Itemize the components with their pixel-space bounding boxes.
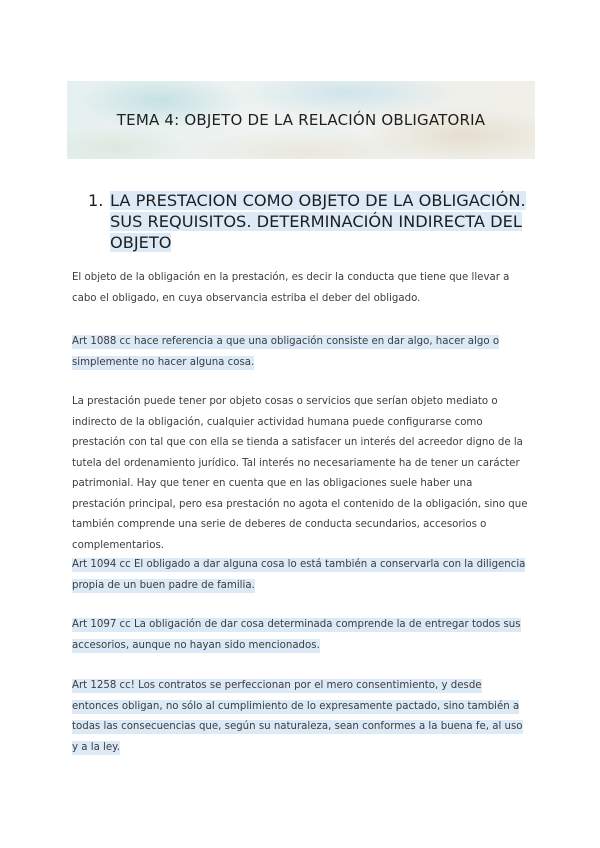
paragraph-art-1088-text: Art 1088 cc hace referencia a que una obligación consiste en dar algo, hacer algo o simplemente no hacer alguna cosa.	[72, 336, 500, 368]
paragraph-art-1097-text: Art 1097 cc La obligación de dar cosa determinada comprende la de entregar todos sus accesorios, aunque no hayan sido mencionados.	[72, 619, 521, 651]
paragraph-prestacion-text: La prestación puede tener por objeto cosas o servicios que serían objeto mediato o indirecto de la obligación, cualquier actividad humana puede configurarse como prestación con tal que con ella se tienda a satisfacer un interés del acreedor digno de la tutela del ordenamiento jurídico. Tal interés no necesariamente ha de tener un carácter patrimonial. Hay que tener en cuenta que en las obligaciones suele haber una prestación principal, pero esa prestación no agota el contenido de la obligación, sino que también comprende una serie de deberes de conducta secundarios, accesorios o complementarios.	[72, 396, 528, 551]
paragraph-definition	[72, 268, 528, 309]
section-number: 1.	[88, 191, 104, 210]
paragraph-art-1088	[72, 332, 528, 373]
paragraph-art-1258	[72, 676, 528, 758]
section-heading	[88, 190, 528, 253]
paragraph-prestacion	[72, 392, 528, 556]
paragraph-art-1094-text: Art 1094 cc El obligado a dar alguna cosa lo está también a conservarla con la diligencia propia de un buen padre de familia.	[72, 559, 526, 591]
paragraph-definition-text: El objeto de la obligación en la prestación, es decir la conducta que tiene que llevar a cabo el obligado, en cuya observancia estriba el deber del obligado.	[72, 272, 510, 304]
paragraph-art-1094	[72, 555, 528, 596]
paragraph-art-1258-text: Art 1258 cc! Los contratos se perfeccionan por el mero consentimiento, y desde entonces obligan, no sólo al cumplimiento de lo expresamente pactado, sino también a todas las consecuencias que, según su naturaleza, sean conformes a la buena fe, al uso y a la ley.	[72, 680, 523, 753]
document-title: TEMA 4: OBJETO DE LA RELACIÓN OBLIGATORIA	[116, 111, 486, 129]
title-banner	[67, 81, 535, 159]
section-heading-text: LA PRESTACION COMO OBJETO DE LA OBLIGACIÓN. SUS REQUISITOS. DETERMINACIÓN INDIRECTA DEL OBJETO	[110, 191, 526, 252]
paragraph-art-1097	[72, 615, 528, 656]
